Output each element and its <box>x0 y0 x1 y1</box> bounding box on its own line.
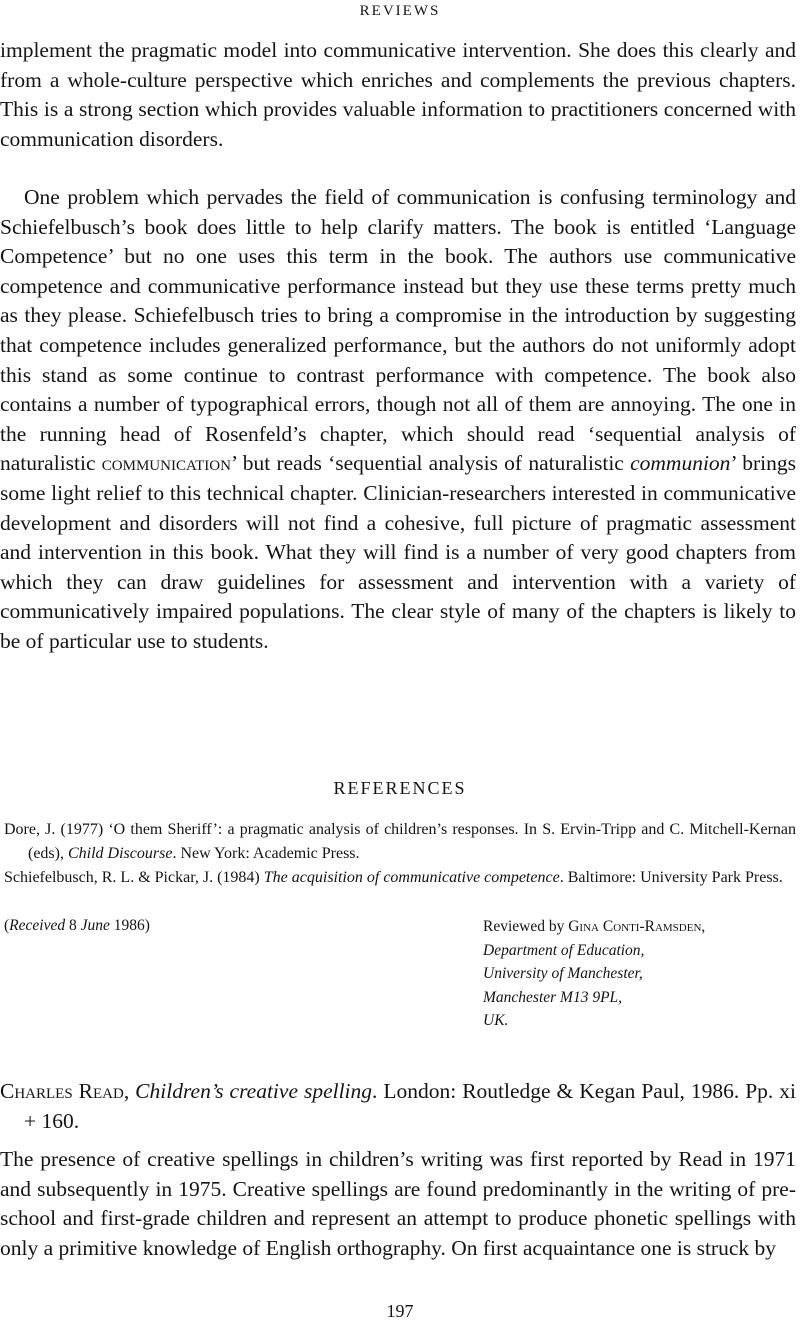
paragraph-critique <box>0 183 796 657</box>
received-label: Received <box>9 917 66 934</box>
reference-schiefelbusch <box>4 866 796 890</box>
book-heading <box>0 1076 796 1136</box>
book-author: Charles Read <box>0 1079 124 1103</box>
reference-dore <box>4 818 796 866</box>
received-date <box>4 915 150 937</box>
reference-dore-title: Child Discourse <box>67 845 173 862</box>
paragraph-review-start: The presence of creative spellings in children’s writing was first reported by Read in 1971 and subsequently in 1975. Creative spellings are found predominantly in the writing of pre-school and first-grade children and represent an attempt to produce phonetic spellings with only a primitive knowledge of English orthography. On first acquaintance one is struck by <box>0 1147 796 1260</box>
italic-term: communion <box>630 451 731 476</box>
reviewer-block <box>483 915 705 1033</box>
paragraph-continuation: implement the pragmatic model into communicative intervention. She does this clearly and from a whole-culture perspective which enriches and complements the previous chapters. This is a strong section which provides valuable information to practitioners concerned with communication disorders. <box>0 38 796 151</box>
reviewer-line <box>483 915 705 939</box>
reference-schiefelbusch-text: Schiefelbusch, R. L. & Pickar, J. (1984) <box>4 869 264 886</box>
reviewer-comma: , <box>701 918 706 935</box>
received-year: 1986) <box>109 917 150 934</box>
book-citation <box>0 1076 796 1136</box>
book-sep: , <box>123 1079 136 1103</box>
reviewer-name: Gina Conti-Ramsden <box>568 918 702 935</box>
small-caps-term: communication <box>101 451 231 476</box>
reference-dore-publisher: . New York: Academic Press. <box>172 845 360 862</box>
paragraph-critique-text-b: ’ but reads ‘sequential analysis of naturalistic <box>230 451 631 476</box>
reviewer-address-line: University of Manchester, <box>483 965 643 982</box>
received-open: ( <box>4 917 10 934</box>
references-list <box>4 818 796 890</box>
reference-dore-text: Dore, J. (1977) ‘O them Sheriff’: a pragmatic analysis of children’s responses. In S. Ervin-Tripp and C. Mitchell-Kernan (eds), <box>4 821 796 862</box>
received-month: June <box>80 917 110 934</box>
reviewer-address-line: UK. <box>483 1012 509 1029</box>
reviewer-address-line: Manchester M13 9PL, <box>483 988 623 1006</box>
page-number: 197 <box>386 1301 414 1321</box>
received-day: 8 <box>65 917 81 934</box>
reference-schiefelbusch-title: The acquisition of communicative competence <box>263 869 560 886</box>
running-head: REVIEWS <box>359 3 441 19</box>
reviewer-address-line: Department of Education, <box>483 941 645 959</box>
paragraph-critique-text-c: ’ brings some light relief to this technical chapter. Clinician-researchers interested in communicative development and disorders will not find a cohesive, full picture of pragmatic assessment and intervention in this book. What they will find is a number of very good chapters from which they can draw guidelines for assessment and intervention with a variety of communicatively impaired populations. The clear style of many of the chapters is likely to be of particular use to students. <box>0 451 796 653</box>
book-title: Children’s creative spelling <box>135 1079 373 1103</box>
references-heading: REFERENCES <box>333 778 467 798</box>
reviewer-prefix: Reviewed by <box>483 918 569 935</box>
book-details: . London: Routledge & Kegan Paul, 1986. Pp. xi + 160. <box>24 1079 796 1133</box>
paragraph-critique-text-a: One problem which pervades the field of communication is confusing terminology and Schiefelbusch’s book does little to help clarify matters. The book is entitled ‘Language Competence’ but no one uses this term in the book. The authors use communicative competence and communicative performance instead but they use these terms pretty much as they please. Schiefelbusch tries to bring a compromise in the introduction by suggesting that competence includes generalized performance, but the authors do not uniformly adopt this stand as some continue to contrast performance with competence. The book also contains a number of typographical errors, though not all of them are annoying. The one in the running head of Rosenfeld’s chapter, which should read ‘sequential analysis of naturalistic <box>0 185 796 476</box>
reference-schiefelbusch-publisher: . Baltimore: University Park Press. <box>559 869 783 886</box>
